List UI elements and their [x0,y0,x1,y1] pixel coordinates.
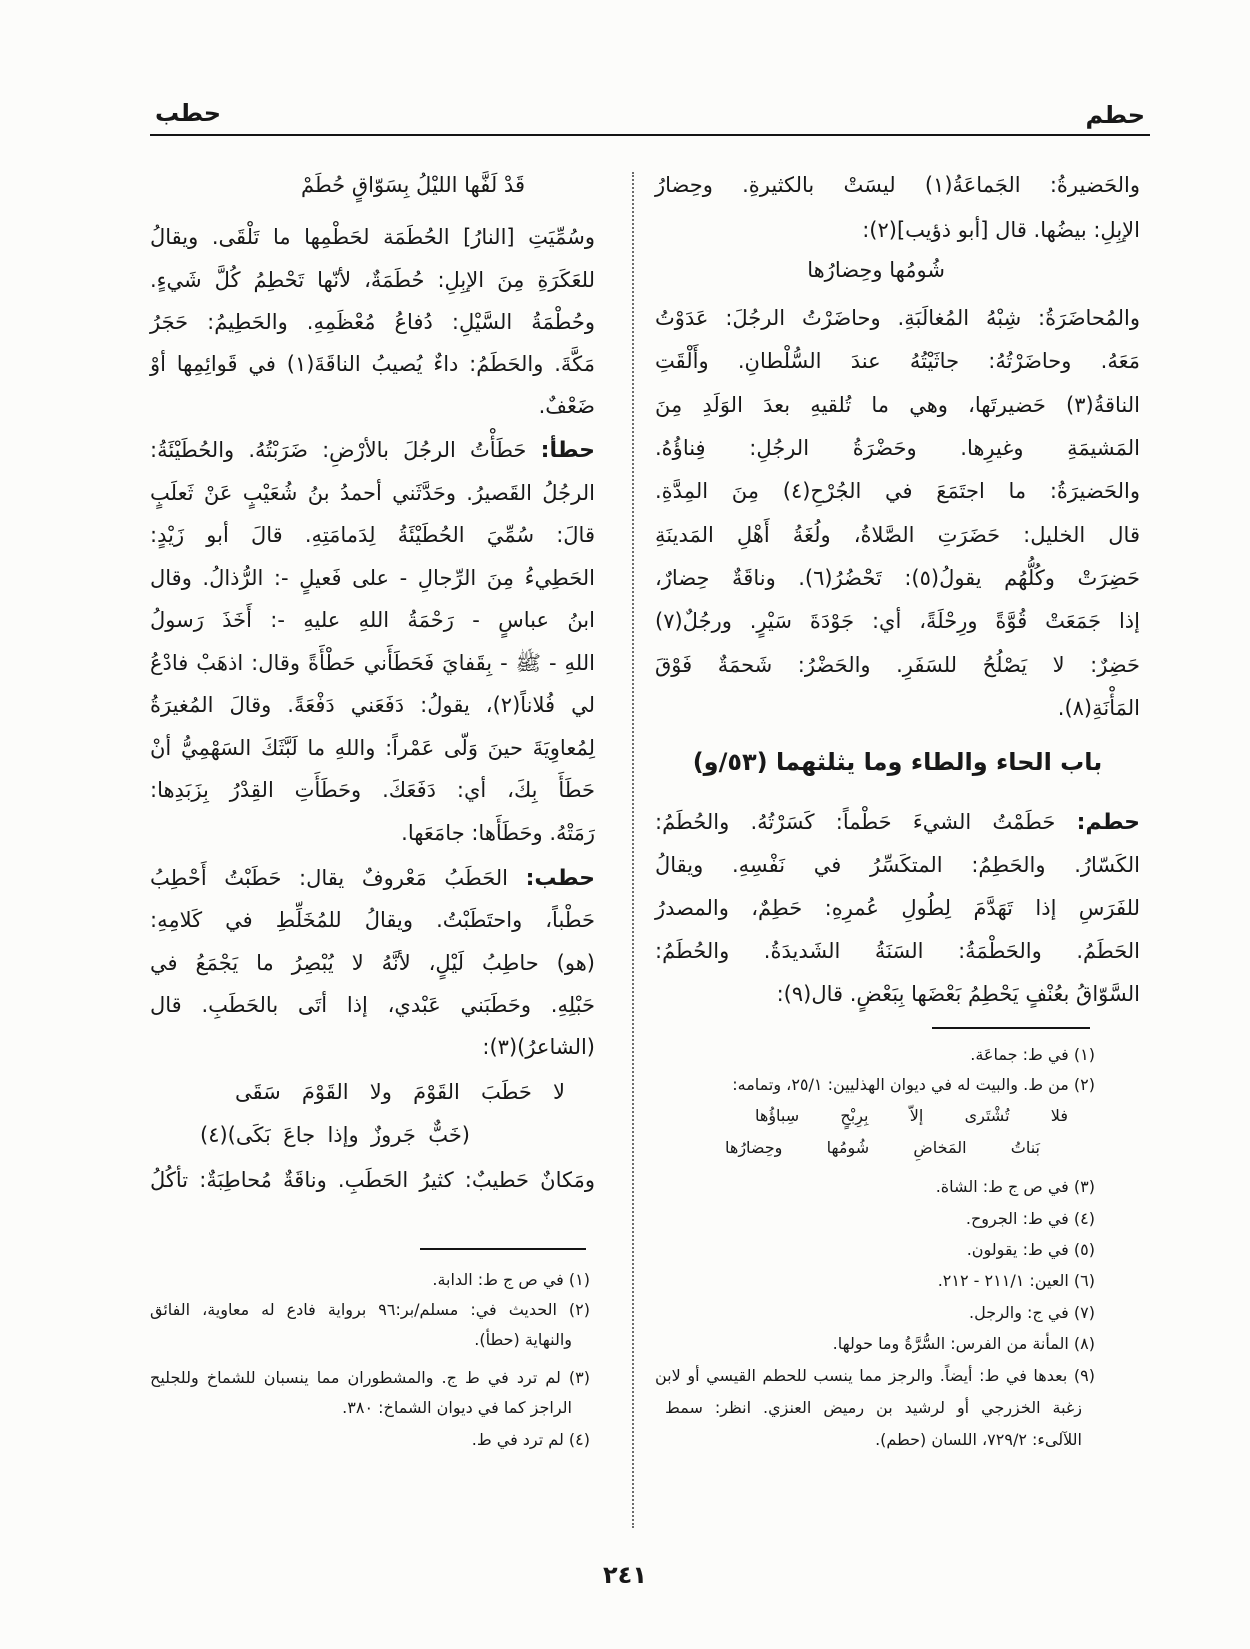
section-heading: باب الحاء والطاء وما يثلثهما (٥٣/و) [692,748,1103,776]
text-line: (هو) حاطِبُ لَيْلٍ، لأنَّهُ لا يُبْصِرُ ما يَجْمَعُ في [150,951,595,975]
footnote-line: (٧) في ج: والرجل. [968,1303,1095,1322]
text-line: حَبْلِهِ. وحَطَبَني عَبْدي، إذا أتَى بالحَطَبِ. قال [150,993,595,1017]
footnote-line: (٢) الحديث في: مسلم/بر:٩٦ برواية فادع له معاوية، الفائق [150,1300,591,1319]
text-line: (الشاعرُ)(٣): [482,1035,595,1059]
verse-line: (خَبٌّ جَروزٌ وإذا جاعَ بَكَى)(٤) [200,1123,470,1147]
entry-first-line [150,432,595,468]
footnote-line: (٦) العين: ٢١١/١ - ٢١٢. [937,1271,1095,1290]
footnote-line: (٢) من ط. والبيت له في ديوان الهذليين: ٢٥/١، وتمامه: [732,1075,1095,1094]
footnote-line: اللآلىء: ٧٢٩/٢، اللسان (حطم). [875,1430,1082,1449]
header-rule [150,134,1150,136]
definition-text: الحَطَبُ مَعْروفٌ يقال: حَطَبْتُ أَحْطِبُ [150,866,508,890]
text-line: المَأْنَةِ(٨). [1057,696,1140,720]
footnote-line: (١) في ص ج ط: الدابة. [432,1270,590,1289]
text-line: الناقةُ(٣) حَضيرتَها، وهي ما تُلقيهِ بعدَ الوَلَدِ مِنَ [655,393,1140,417]
footnote-rule-right [932,1027,1090,1029]
text-line: الإبِلِ: بيضُها. قال [أبو ذؤيب](٢): [862,218,1140,242]
definition-text: حَطَمْتُ الشيءَ حَطْماً: كَسَرْتُهُ. والحُطَمُ: [655,810,1056,834]
definition-text: حَطَأْتُ الرجُلَ بالأرْضِ: ضَرَبْتُهُ. والحُطَيْئَةُ: [150,438,527,462]
text-line: رَمَتْهُ. وحَطَأَها: جامَعَها. [401,821,595,845]
entry-headword: حطم: [1076,810,1140,835]
footnote-line: (٣) لم ترد في ط ج. والمشطوران مما ينسبان للشماخ وللجليح [150,1368,590,1387]
text-line: وحُطْمَةُ السَّيْلِ: دُفاعُ مُعْظَمِهِ. والحَطِيمُ: حَجَرُ [150,310,595,334]
text-line: إذا جَمَعَتْ قُوَّةً ورِحْلَةً، أي: جَوْدَةَ سَيْرٍ. ورجُلٌ(٧) [655,609,1140,633]
text-line: حَطَأَ بِكَ، أي: دَفَعَكَ. وحَطَأَتِ القِدْرُ بِزَبَدِها: [150,778,595,802]
text-line: والمُحاضَرَةُ: شِبْهُ المُغالَبَةِ. وحاضَرْتُ الرجُلَ: عَدَوْتُ [655,306,1140,330]
text-line: الرجُلُ القَصيرُ. وحَدَّثَني أحمدُ بنُ شُعَيْبٍ عَنْ ثَعلَبٍ [150,481,595,505]
footnote-line: زغبة الخزرجي أو لرشيد بن رميض العنزي. انظر: سمط [665,1398,1082,1417]
text-line: والحَضيرةُ: الجَماعَةُ(١) ليسَتْ بالكثيرةِ. وحِضارُ [655,173,1140,197]
footnote-line: (١) في ط: جماعَة. [970,1045,1095,1064]
text-line: والحَضيرَةُ: ما اجتَمَعَ في الجُرْحِ(٤) مِنَ المِدَّةِ. [655,479,1140,503]
text-line: المَشيمَةِ وغيرِها. وحَضْرَةُ الرجُلِ: فِناؤُهُ. [655,436,1140,460]
verse-line: شُومُها وحِضارُها [807,258,945,282]
text-line: حَضِرَتْ وكُلُّهُم يقولُ(٥): تَحْضُرُ(٦). وناقَةٌ حِضارٌ، [655,566,1140,590]
text-line: مَعَهُ. وحاضَرْتُهُ: جاثَيْتُهُ عندَ السُّلْطانِ. وأَلْقَتِ [655,349,1140,373]
footnote-rule-left [420,1248,586,1250]
entry-first-line [150,860,595,896]
text-line: ابنُ عباسٍ - رَحْمَةُ اللهِ عليهِ -: أَخَذَ رَسولُ [150,608,595,632]
footnote-line: (٤) في ط: الجروح. [965,1209,1095,1228]
text-line: لِمُعاوِيَةَ حينَ وَلّى عَمْراً: واللهِ ما لَبَّثَكَ السَهْمِيُّ أنْ [150,736,595,760]
entry-first-line [655,804,1140,840]
entry-headword: حطب: [525,866,595,891]
running-head-left: حطب [155,99,222,127]
footnote-verse-line: بَناتُ المَخاضِ شُومُها وحِضارُها [725,1138,1040,1157]
text-line: الحَطَمُ. والحَطْمَةُ: السَنَةُ الشَديدَةُ. والحُطَمُ: [655,939,1140,963]
text-line: قالَ: سُمِّيَ الحُطَيْئَةُ لِدَمامَتِهِ. قالَ أبو زَيْدٍ: [150,523,595,547]
text-line: الكَسّارُ. والحَطِمُ: المتكَسِّرُ في نَفْسِهِ. ويقالُ [655,853,1140,877]
text-line: مَكَّةَ. والحَطَمُ: داءٌ يُصيبُ الناقَةَ(١) في قَوائِمِها أوْ [150,352,595,376]
text-line: اللهِ - ﷺ - بِقَفايَ فَحَطَأَني حَطْأَةً وقال: اذهَبْ فادْعُ [150,651,595,675]
text-line: ضَعْفٌ. [538,394,595,418]
running-head-right: حطم [1085,101,1145,129]
text-line: وسُمِّيَتِ [النارُ] الحُطَمَة لحَطْمِها ما تَلْقَى. ويقالُ [150,225,595,249]
text-line: ومَكانٌ حَطيبٌ: كثيرُ الحَطَبِ. وناقَةٌ مُحاطِبَةٌ: تأكُلُ [150,1168,595,1192]
footnote-verse-line: فلا تُشْتَرى إلاّ بِرِبْحٍ سِباؤُها [755,1106,1068,1125]
text-line: حَضِرٌ: لا يَصْلُحُ للسَفَرِ. والحَضْرُ: شَحمَةٌ فَوْقَ [655,653,1140,677]
text-line: للعَكَرَةِ مِنَ الإبِلِ: حُطَمَةٌ، لأنّها تَحْطِمُ كُلَّ شَيءٍ. [150,268,595,292]
entry-headword: حطأ: [540,438,595,463]
text-line: لي فُلاناً(٢)، يقولُ: دَفَعَني دَفْعَةً. وقالَ المُغيرَةُ [150,693,595,717]
footnote-line: الراجز كما في ديوان الشماخ: ٣٨٠. [342,1398,572,1417]
footnote-line: (٥) في ط: يقولون. [966,1240,1095,1259]
footnote-line: والنهاية (حطأ). [474,1330,572,1349]
footnote-line: (٩) بعدها في ط: أيضاً. والرجز مما ينسب للحطم القيسي أو لابن [655,1366,1095,1385]
text-line: قال الخليل: حَضَرَتِ الصَّلاةُ، ولُغَةُ أَهْلِ المَدينَةِ [655,523,1140,547]
text-line: حَطْباً، واحتَطَبْتُ. ويقالُ للمُخَلِّطِ في كَلامِهِ: [150,908,595,932]
verse-line: قَدْ لَفَّها الليْلُ بِسَوّاقٍ حُطَمْ [300,173,525,197]
text-line: الحَطِيءُ مِنَ الرِّجالِ - على فَعيلٍ -: الرُّذالُ. وقال [150,566,595,590]
page-number: ٢٤١ [603,1561,647,1589]
text-line: للفَرَسِ إذا تَهَدَّمَ لِطُولِ عُمرِهِ: حَطِمٌ، والمصدرُ [655,896,1140,920]
footnote-line: (٣) في ص ج ط: الشاة. [935,1177,1095,1196]
text-line: السَّوّاقُ بعُنْفٍ يَحْطِمُ بَعْضَها بِبَعْضٍ. قال(٩): [776,982,1140,1006]
verse-line: لا حَطَبَ القَوْمَ ولا القَوْمَ سَقَى [235,1080,565,1104]
footnote-line: (٤) لم ترد في ط. [471,1430,590,1449]
column-divider [632,172,634,1528]
footnote-line: (٨) المأنة من الفرس: السُّرَّةُ وما حولها. [832,1334,1095,1353]
